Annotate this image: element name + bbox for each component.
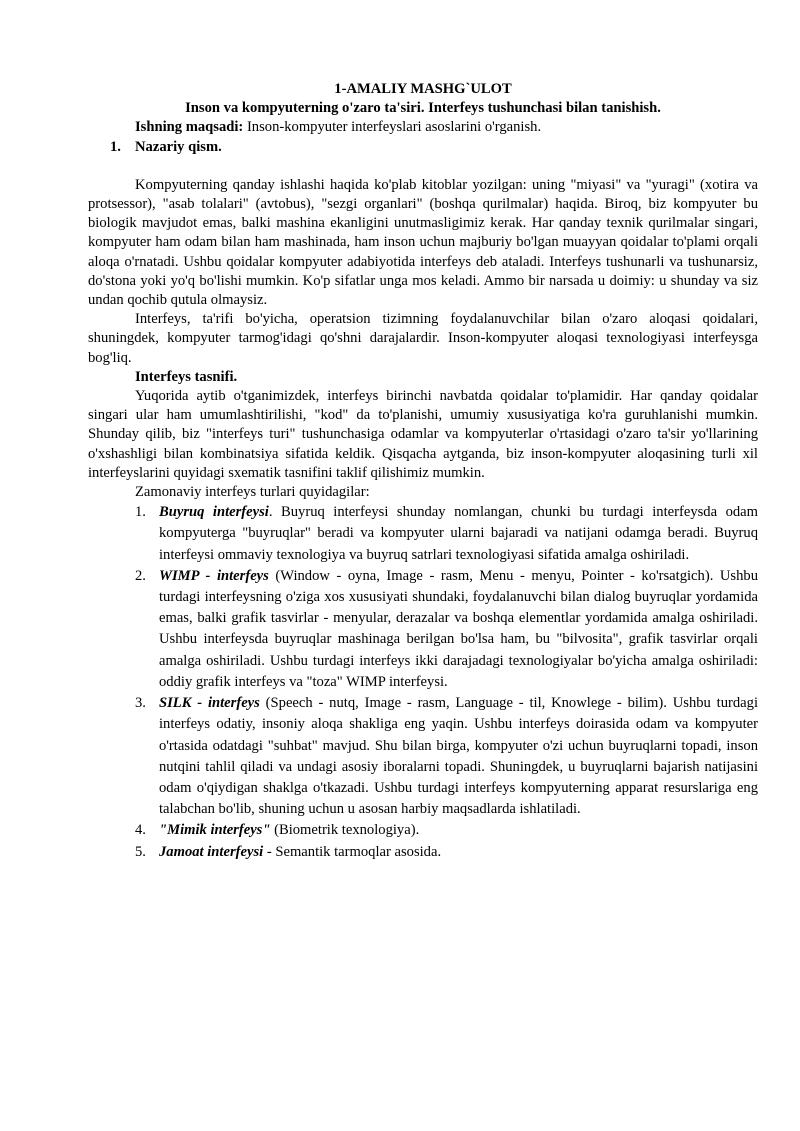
section-number: 1. <box>110 138 121 155</box>
list-number: 3. <box>135 695 146 712</box>
list-number: 4. <box>135 822 146 839</box>
classification-paragraph: Yuqorida aytib o'tganimizdek, interfeys birinchi navbatda qoidalar to'plamidir. Har qanday qoidalar singari ular ham umumlashtirilishi, "kod" da to'planishi, umumiy xususiyatiga ko'ra guruhlanishi mumkin. Shunday qilib, biz "interfeys turi" tushunchasiga odamlar va kompyuterlar o'rtasidagi o'zaro ta'sir yo'llarining o'xshashligi bilan kombinatsiya sifatida keldik. Qisqacha aytganda, biz inson-kompyuter aloqasining turli xil interfeyslarini quyidagi sxematik tasnifini taklif qilishimiz mumkin. <box>88 388 758 481</box>
type-term: WIMP - interfeys <box>159 567 269 584</box>
document-body <box>88 80 758 863</box>
type-term: Buyruq interfeysi <box>159 504 269 521</box>
goal-text: Inson-kompyuter interfeyslari asoslarini o'rganish. <box>243 119 542 136</box>
type-term: SILK - interfeys <box>159 695 260 712</box>
paragraph: Interfeys, ta'rifi bo'yicha, operatsion tizimning foydalanuvchilar bilan o'zaro aloqasi qoidalari, shuningdek, kompyuter tarmog'idagi qo'shni darajalardir. Inson-kompyuter aloqasi texnologiyasi interfeysga bog'liq. <box>88 311 758 366</box>
goal-label: Ishning maqsadi: <box>135 119 244 136</box>
list-number: 1. <box>135 504 146 521</box>
list-item <box>88 502 758 566</box>
type-description: (Window - oyna, Image - rasm, Menu - menyu, Pointer - ko'rsatgich). Ushbu turdagi interfeysning o'ziga xos xususiyati shundaki, foydalanuvchi bilan dialog buyruqlar yordamida emas, balki grafik tasvirlar - menyular, derazalar va boshqa elementlar yordamida amalga oshiriladi. Ushbu interfeysda buyruqlar mashinaga berilgan bo'lsa ham, bu "bilvosita", grafik tasvirlar orqali amalga oshiriladi. Ushbu turdagi interfeys ikki darajadagi texnologiyalar bo'yicha amalga oshiriladi: oddiy grafik interfeys va "toza" WIMP interfeysi. <box>159 567 758 690</box>
paragraph: Kompyuterning qanday ishlashi haqida ko'plab kitoblar yozilgan: uning "miyasi" va "yuragi" (xotira va protsessor), "asab tolalari" (avtobus), "sezgi organlari" (boshqa qurilmalar) haqida. Biroq, biz kompyuter bu biologik mavjudot emas, balki mashina ekanligini unutmasligimiz kerak. Har qanday texnik qurilmalar singari, kompyuter ham odam bilan ham mashinada, ham inson uchun majburiy bo'lgan muayyan qoidalar to'plami orqali aloqa o'rnatadi. Ushbu qoidalar kompyuter adabiyotida interfeys deb ataladi. Interfeys tushunarli va tushunarsiz, do'stona yoki yo'q bo'lishi mumkin. Ko'p sifatlar unga mos keladi. Ammo bir narsada u doimiy: u shunday va siz undan qochib qutula olmaysiz. <box>88 176 758 309</box>
section-title: Nazariy qism. <box>135 138 222 155</box>
types-intro: Zamonaviy interfeys turlari quyidagilar: <box>135 484 370 501</box>
type-description: (Speech - nutq, Image - rasm, Language - til, Knowlege - bilim). Ushbu turdagi interfeys odatiy, insoniy aloqa shakliga eng yaqin. Ushbu interfeys doirasida odam va kompyuter o'rtasida odatdagi "suhbat" mavjud. Shu bilan birga, kompyuter o'zi uchun buyruqlarni topadi, inson nutqini tahlil qiladi va undagi asosiy iboralarni topadi. Shuningdek, u buyruqlarni bajarish natijasini odam o'qiydigan shaklga o'tkazadi. Ushbu turdagi interfeys kompyuterning apparat resurslariga eng talabchan bo'lib, shuning uchun u asosan harbiy maqsadlarda ishlatiladi. <box>159 695 759 818</box>
type-description: - Semantik tarmoqlar asosida. <box>263 843 442 860</box>
list-number: 2. <box>135 567 146 584</box>
type-description: . Buyruq interfeysi shunday nomlangan, chunki bu turdagi interfeysda odam kompyuterga "buyruqlar" beradi va kompyuter ularni bajaradi va natijani odamga beradi. Buyruq interfeysi ommaviy texnologiya va buyruq satrlari texnologiyasi sifatida amalga oshiriladi. <box>159 504 758 563</box>
list-item <box>88 820 758 841</box>
list-item <box>88 842 758 863</box>
document-title: 1-AMALIY MASHG`ULOT <box>334 81 512 97</box>
type-description: (Biometrik texnologiya). <box>270 822 420 839</box>
spacer <box>88 157 758 176</box>
type-term: Jamoat interfeysi <box>159 843 264 860</box>
list-number: 5. <box>135 843 146 860</box>
classification-heading: Interfeys tasnifi. <box>135 368 238 385</box>
section-heading <box>88 138 758 157</box>
interface-types-list <box>88 502 758 862</box>
list-item <box>88 566 758 693</box>
document-subtitle: Inson va kompyuterning o'zaro ta'siri. Interfeys tushunchasi bilan tanishish. <box>185 100 661 117</box>
goal-line <box>88 118 758 137</box>
list-item <box>88 693 758 820</box>
type-term: "Mimik interfeys" <box>159 822 271 839</box>
